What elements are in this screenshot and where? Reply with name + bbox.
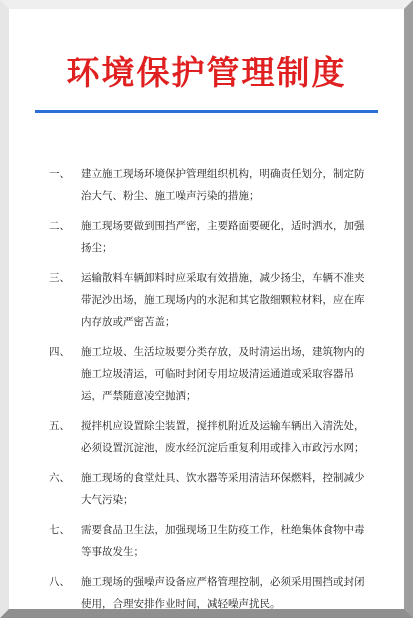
sign-board [9,9,404,609]
item-number: 八、 [49,576,70,588]
item-text: 需要食品卫生法，加强现场卫生防疫工作，杜绝集体食物中毒等事故发生； [81,524,365,558]
item-text: 运输散料车辆卸料时应采取有效措施，减少扬尘，车辆不准夹带泥沙出场，施工现场内的水泥和其它散细颗粒材料，应在库内存放或严密苫盖； [81,272,365,328]
item-text: 施工现场要做到围挡严密，主要路面要硬化，适时洒水，加强扬尘； [81,220,365,254]
list-item [49,341,369,407]
item-number: 七、 [49,524,70,536]
item-text: 施工现场的强噪声设备应严格管理控制，必须采用围挡或封闭使用，合理安排作业时间，减轻噪声扰民。 [81,576,365,610]
list-item [49,215,369,259]
item-number: 五、 [49,420,70,432]
title-divider [35,110,378,113]
regulation-list [49,163,369,623]
list-item [49,467,369,511]
list-item [49,571,369,615]
item-number: 一、 [49,168,70,180]
item-text: 施工现场的食堂灶具、饮水器等采用清洁环保燃料，控制减少大气污染； [81,472,365,506]
page-title: 环境保护管理制度 [66,53,347,92]
item-number: 三、 [49,272,70,284]
list-item [49,415,369,459]
item-number: 六、 [49,472,70,484]
item-number: 二、 [49,220,70,232]
item-number: 四、 [49,346,70,358]
list-item [49,519,369,563]
item-text: 施工垃圾、生活垃圾要分类存放，及时清运出场，建筑物内的施工垃圾清运，可临时封闭专用垃圾清运通道或采取容器吊运，严禁随意凌空抛洒； [81,346,365,402]
list-item [49,267,369,333]
item-text: 搅拌机应设置除尘装置，搅拌机附近及运输车辆出入清洗处，必须设置沉淀池，废水经沉淀后重复利用或排入市政污水网； [81,420,365,454]
list-item [49,163,369,207]
item-text: 建立施工现场环境保护管理组织机构，明确责任划分，制定防治大气、粉尘、施工噪声污染的措施； [81,168,365,202]
